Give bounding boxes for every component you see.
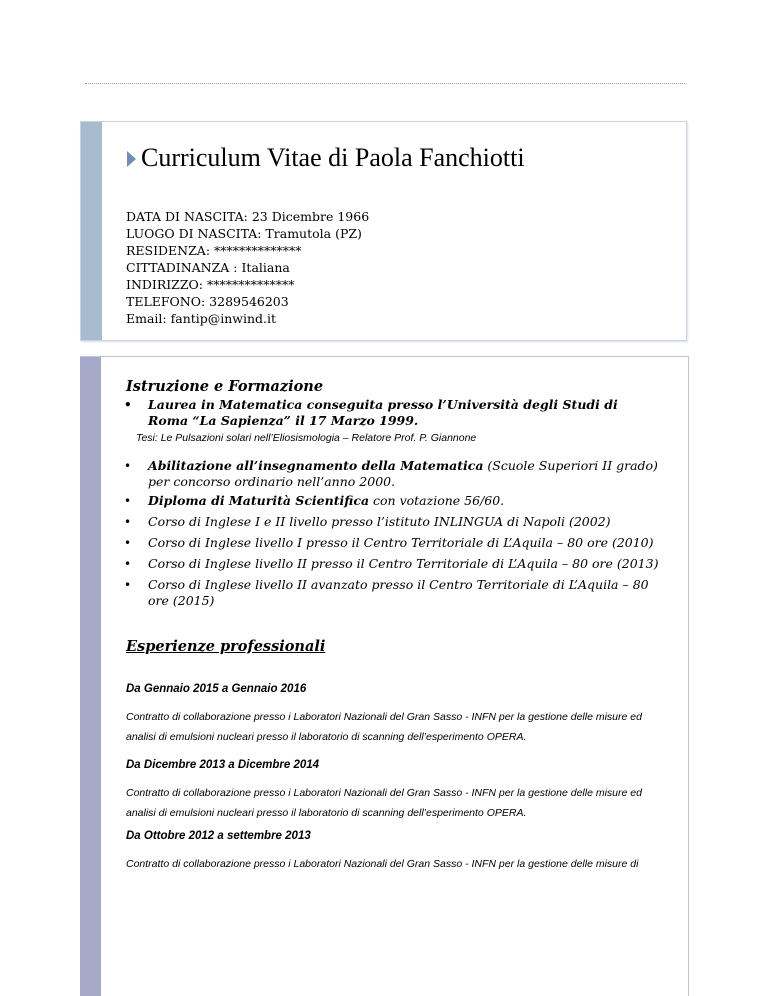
list-item-corso-1: • Corso di Inglese I e II livello presso l’istituto INLINGUA di Napoli (2002) [148,514,611,530]
experience-desc-1 [126,707,671,747]
experience-desc-1-line-2: analisi di emulsioni nucleari presso il laboratorio di scanning dell’esperimento OPERA. [126,731,527,743]
experience-desc-1-line-1: Contratto di collaborazione presso i Laboratori Nazionali del Gran Sasso - INFN per la gestione delle misure ed [126,711,642,723]
triangle-bullet-icon [127,151,136,167]
list-item-diploma [148,493,504,509]
diploma-title: Diploma di Maturità Scientifica [148,493,370,508]
info-citizenship: CITTADINANZA : Italiana [126,260,290,275]
section-heading-esperienze: Esperienze professionali [126,638,326,655]
tesi-note: Tesi: Le Pulsazioni solari nell’Eliosismologia – Relatore Prof. P. Giannone [136,432,477,444]
list-item-laurea [148,397,618,429]
info-phone: TELEFONO: 3289546203 [126,294,289,309]
section-heading-istruzione: Istruzione e Formazione [126,378,324,395]
experience-period-3: Da Ottobre 2012 a settembre 2013 [126,830,311,842]
dotted-separator [85,83,685,84]
title-row [127,143,525,173]
content-card [80,356,689,996]
laurea-line-2: Roma “La Sapienza” il 17 Marzo 1999. [148,413,419,428]
list-item-corso-3: • Corso di Inglese livello II presso il Centro Territoriale di L’Aquila – 80 ore (2013) [148,556,658,572]
experience-desc-3-line-1: Contratto di collaborazione presso i Laboratori Nazionali del Gran Sasso - INFN per la gestione delle misure di [126,858,639,870]
experience-desc-2 [126,783,671,823]
experience-period-1: Da Gennaio 2015 a Gennaio 2016 [126,683,307,695]
info-address: INDIRIZZO: ************** [126,277,295,292]
corso-4-line-2: ore (2015) [148,593,215,608]
info-birthdate: DATA DI NASCITA: 23 Dicembre 1966 [126,209,370,224]
list-item-abilitazione [148,458,658,490]
content-accent-bar [80,357,101,996]
list-item-corso-2: • Corso di Inglese livello I presso il Centro Territoriale di L’Aquila – 80 ore (2010) [148,535,654,551]
personal-info [126,208,369,327]
corso-4-line-1: • Corso di Inglese livello II avanzato presso il Centro Territoriale di L’Aquila – 80 [148,577,649,592]
list-item-corso-4 [148,577,649,609]
experience-desc-3 [126,854,671,874]
experience-desc-2-line-2: analisi di emulsioni nucleari presso il laboratorio di scanning dell’esperimento OPERA. [126,807,527,819]
header-accent-bar [81,122,102,340]
info-birthplace: LUOGO DI NASCITA: Tramutola (PZ) [126,226,362,241]
page-title: Curriculum Vitae di Paola Fanchiotti [141,143,525,172]
abilitazione-line-2: per concorso ordinario nell’anno 2000. [148,474,396,489]
experience-period-2: Da Dicembre 2013 a Dicembre 2014 [126,759,320,771]
abilitazione-title: Abilitazione all’insegnamento della Matematica [148,458,484,473]
laurea-line-1: • Laurea in Matematica conseguita presso l’Università degli Studi di [148,397,618,412]
info-email[interactable]: Email: fantip@inwind.it [126,311,277,326]
diploma-detail: con votazione 56/60. [369,493,505,508]
info-residence: RESIDENZA: ************** [126,243,302,258]
experience-desc-2-line-1: Contratto di collaborazione presso i Laboratori Nazionali del Gran Sasso - INFN per la gestione delle misure ed [126,787,642,799]
abilitazione-detail: (Scuole Superiori II grado) [483,458,658,473]
